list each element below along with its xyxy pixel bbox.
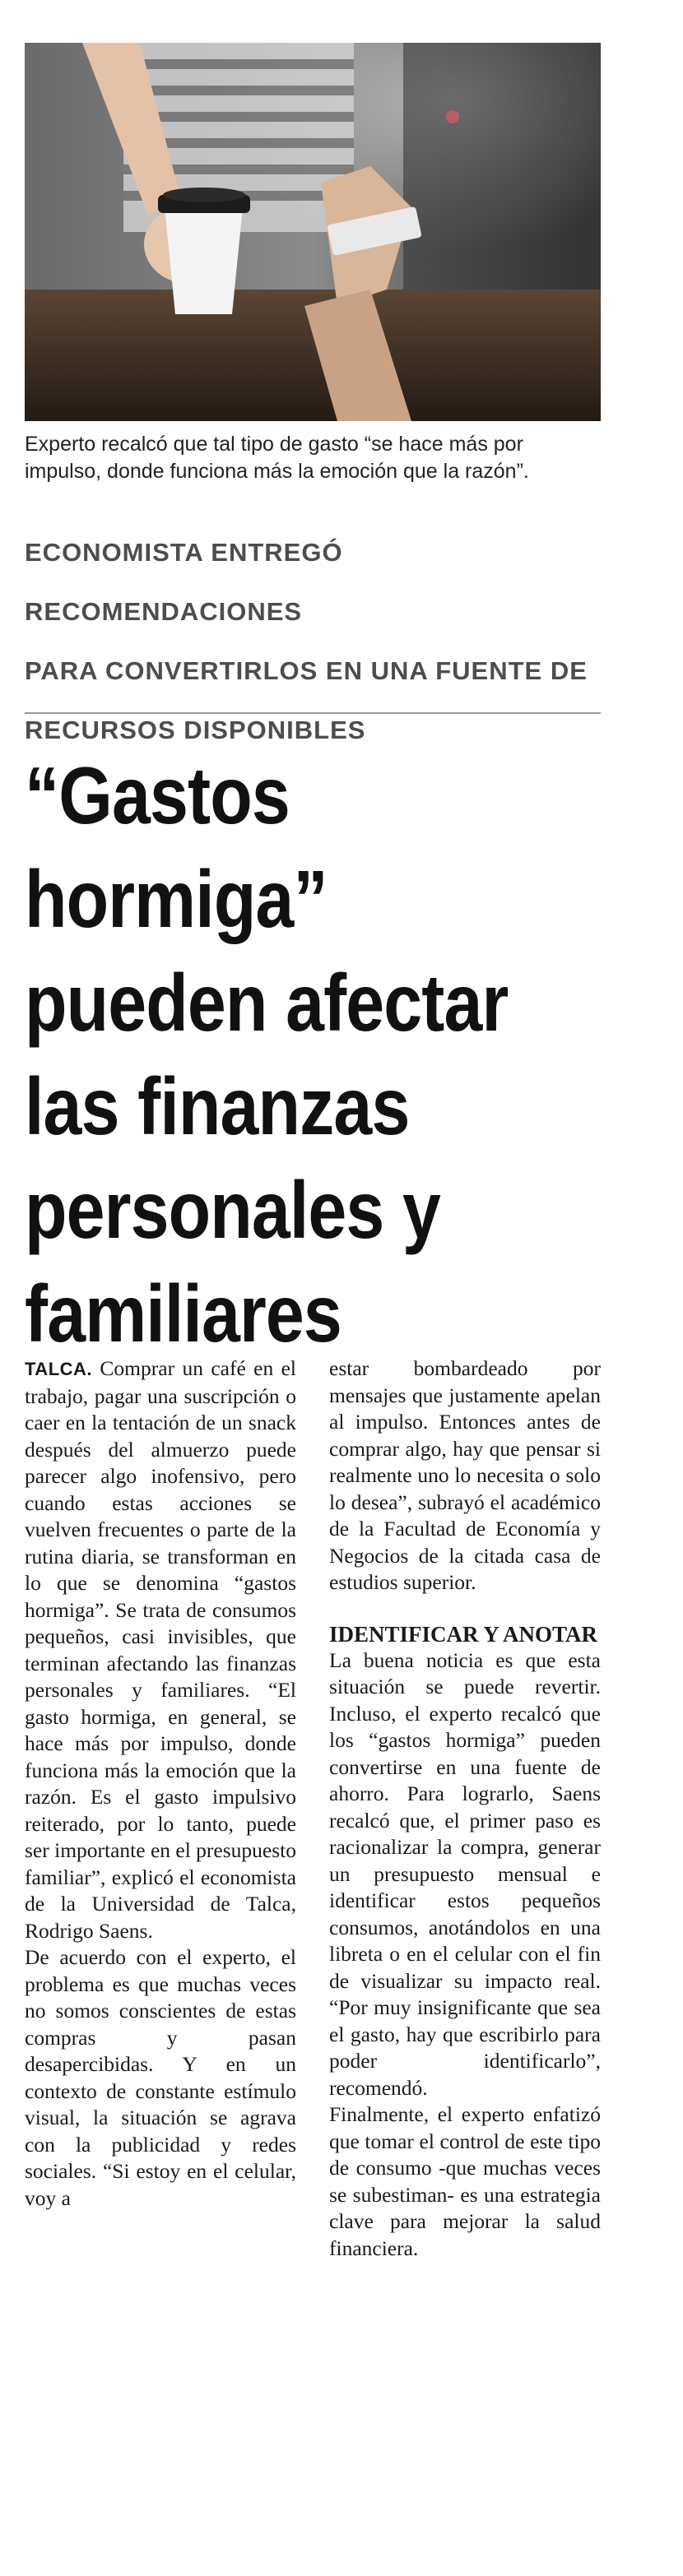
article-column-left [25, 1355, 296, 2212]
article-paragraph: estar bombardeado por mensajes que justamente apelan al impulso. Entonces antes de comprar algo, hay que pensar si realmente uno lo necesita o solo lo desea”, subrayó el académico de la Facultad de Economía y Negocios de la citada casa de estudios superior. [329, 1356, 601, 1594]
headline-line: “Gastos [25, 750, 290, 841]
photo-caption: Experto recalcó que tal tipo de gasto “se hace más por impulso, donde funciona más la emoción que la razón”. [25, 433, 529, 483]
article-paragraph: La buena noticia es que esta situación se puede revertir. Incluso, el experto recalcó que los “gastos hormiga” pueden convertirse en una fuente de ahorro. Para lograrlo, Saens recalcó que, el primer paso es racionalizar la compra, generar un presupuesto mensual e identificar estos pequeños consumos, anotándolos en una libreta o en el celular con el fin de visualizar su impacto real. “Por muy insignificante que sea el gasto, hay que escribirlo para poder identificarlo”, recomendó. [329, 1647, 601, 2100]
kicker [25, 523, 601, 760]
kicker-line: ECONOMISTA ENTREGÓ RECOMENDACIONES [25, 538, 343, 626]
divider [25, 712, 601, 714]
article-paragraph [25, 1355, 296, 1944]
headline-line: familiares [25, 1268, 342, 1359]
kicker-line: RECURSOS DISPONIBLES [25, 716, 366, 744]
headline-line: pueden afectar [25, 957, 509, 1048]
article-column-right [329, 1355, 601, 2262]
headline-line: las finanzas [25, 1061, 410, 1151]
headline [25, 744, 520, 1365]
newspaper-article [25, 0, 601, 2576]
coffee-cup-card-payment-photo [25, 43, 601, 421]
article-paragraph: Finalmente, el experto enfatizó que tomar el control de este tipo de consumo -que muchas veces se subestiman- es una estrategia clave para mejorar la salud financiera. [329, 2102, 601, 2260]
kicker-line: PARA CONVERTIRLOS EN UNA FUENTE DE [25, 656, 588, 685]
paragraph-text: Comprar un café en el trabajo, pagar una suscripción o caer en la tentación de un snack después del almuerzo puede parecer algo inofensivo, pero cuando estas acciones se vuelven frecuentes o parte de la rutina diaria, se transforman en lo que se denomina “gastos hormiga”. Se trata de consumos pequeños, casi invisibles, que terminan afectando las finanzas personales y familiares. “El gasto hormiga, en general, se hace más por impulso, donde funciona más la emoción que la razón. Es el gasto impulsivo reiterado, por lo tanto, puede ser importante en el presupuesto familiar”, explicó el economista de la Universidad de Talca, Rodrigo Saens. [25, 1356, 297, 1943]
headline-line: hormiga” [25, 854, 328, 944]
dateline: TALCA. [25, 1359, 93, 1379]
article-paragraph: De acuerdo con el experto, el problema es que muchas veces no somos conscientes de estas compras y pasan desapercibidas. Y en un contexto de constante estímulo visual, la situación se agrava con la publicidad y redes sociales. “Si estoy en el celular, voy a [25, 1945, 296, 2210]
section-subhead: IDENTIFICAR Y ANOTAR [329, 1621, 598, 1647]
headline-line: personales y [25, 1165, 440, 1255]
article-photo [25, 43, 601, 421]
